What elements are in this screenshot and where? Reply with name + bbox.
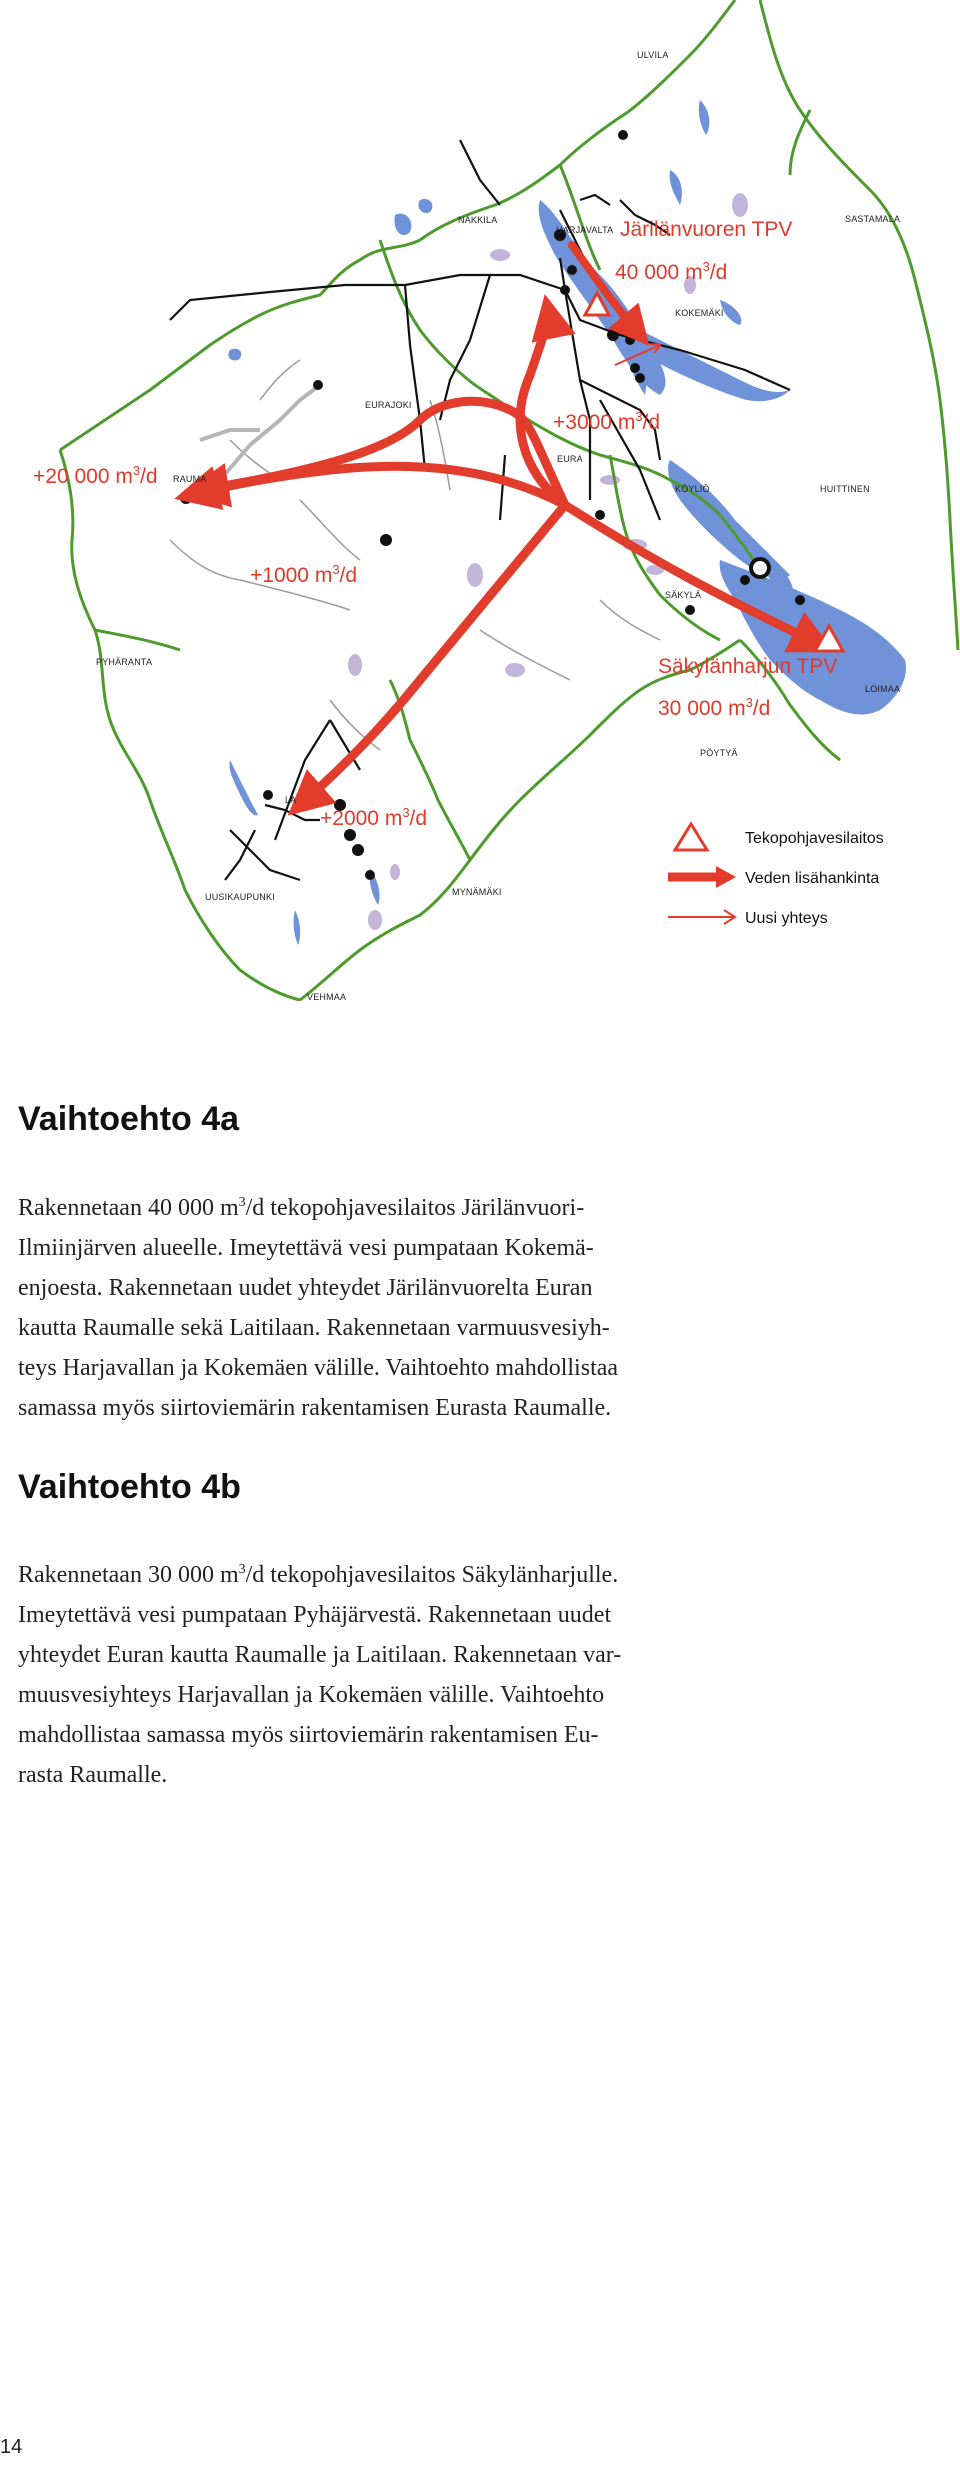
legend-supply-label: Veden lisähankinta [745,870,880,887]
section-4b-line-6: rasta Raumalle. [18,1762,168,1788]
regional-water-map [0,0,960,1030]
annotation-jarilanvuori-name: Järilänvuoren TPV [620,218,793,241]
section-4a-line-5: teys Harjavallan ja Kokemäen välille. Vaihtoehto mahdollistaa [18,1355,619,1381]
label-pyharanta: PYHÄRANTA [96,657,153,667]
pumping-station-ring [751,559,769,577]
municipality-borders [60,0,958,1000]
label-sakyla: SÄKYLÄ [665,590,702,600]
label-kokemaki: KOKEMÄKI [675,308,724,318]
annotation-sakyla-name: Säkylänharjun TPV [658,655,838,678]
label-huittinen: HUITTINEN [820,484,870,494]
section-4b-heading: Vaihtoehto 4b [18,1468,241,1506]
section-4a-line-1: Rakennetaan 40 000 $m^3/d$ tekopohjavesilaitos Järilänvuori- [18,1195,585,1221]
annotation-plus1000: +1000 $m^3/d$ [250,562,358,587]
label-eura: EURA [557,454,583,464]
map-legend [668,824,884,927]
legend-new-connection-arrow-icon [668,910,735,924]
annotation-jarilanvuori-capacity: 40 000 $m^3/d$ [615,259,728,284]
section-4b-line-2: Imeytettävä vesi pumpataan Pyhäjärvestä. Rakennetaan uudet [18,1602,612,1628]
annotation-plus2000: +2000 $m^3/d$ [320,805,428,830]
label-harjavalta: HARJAVALTA [556,225,614,235]
annotation-sakyla-capacity: 30 000 $m^3/d$ [658,695,771,720]
label-nakkila: NAKKILA [458,215,498,225]
section-4a-paragraph [18,1188,818,1428]
label-vehmaa: VEHMAA [307,992,347,1002]
label-mynamaki: MYNÄMÄKI [452,887,502,897]
section-4a-line-2: Ilmiinjärven alueelle. Imeytettävä vesi pumpataan Kokemä- [18,1235,594,1261]
label-sastamala: SASTAMALA [845,214,901,224]
label-eurajoki: EURAJOKI [365,400,412,410]
section-4a-line-4: kautta Raumalle sekä Laitilaan. Rakennetaan varmuusvesiyh- [18,1315,610,1341]
label-poytya: PÖYTYÄ [700,748,738,758]
municipality-labels [96,50,900,1002]
label-laitila: LA [285,795,297,805]
section-4a-line-3: enjoesta. Rakennetaan uudet yhteydet Järilänvuorelta Euran [18,1275,593,1301]
section-4a-heading: Vaihtoehto 4a [18,1100,240,1138]
annotation-plus3000: +3000 $m^3/d$ [553,409,661,434]
section-4a-line-6: samassa myös siirtoviemärin rakentamisen Eurasta Raumalle. [18,1395,612,1421]
label-uusikaupunki: UUSIKAUPUNKI [205,892,275,902]
legend-plant-label: Tekopohjavesilaitos [745,830,884,847]
section-4b-line-4: muusvesiyhteys Harjavallan ja Kokemäen välille. Vaihtoehto [18,1682,605,1708]
label-rauma: RAUMA [173,474,207,484]
section-4b-paragraph [18,1555,818,1795]
section-4b-line-5: mahdollistaa samassa myös siirtoviemärin rakentamisen Eu- [18,1722,599,1748]
legend-new-connection-label: Uusi yhteys [745,910,828,927]
section-4b-line-1: Rakennetaan 30 000 $m^3/d$ tekopohjavesilaitos Säkylänharjulle. [18,1562,619,1588]
label-koylio: KÖYLIÖ [675,484,710,494]
section-4b-line-3: yhteydet Euran kautta Raumalle ja Laitilaan. Rakennetaan var- [18,1642,622,1668]
label-ulvila: ULVILA [637,50,669,60]
legend-supply-arrow-icon [668,866,736,888]
label-loimaa: LOIMAA [865,684,901,694]
annotation-plus20000: +20 000 $m^3/d$ [33,463,158,488]
legend-plant-triangle-icon [675,824,707,850]
page-number: 14 [0,2436,23,2458]
